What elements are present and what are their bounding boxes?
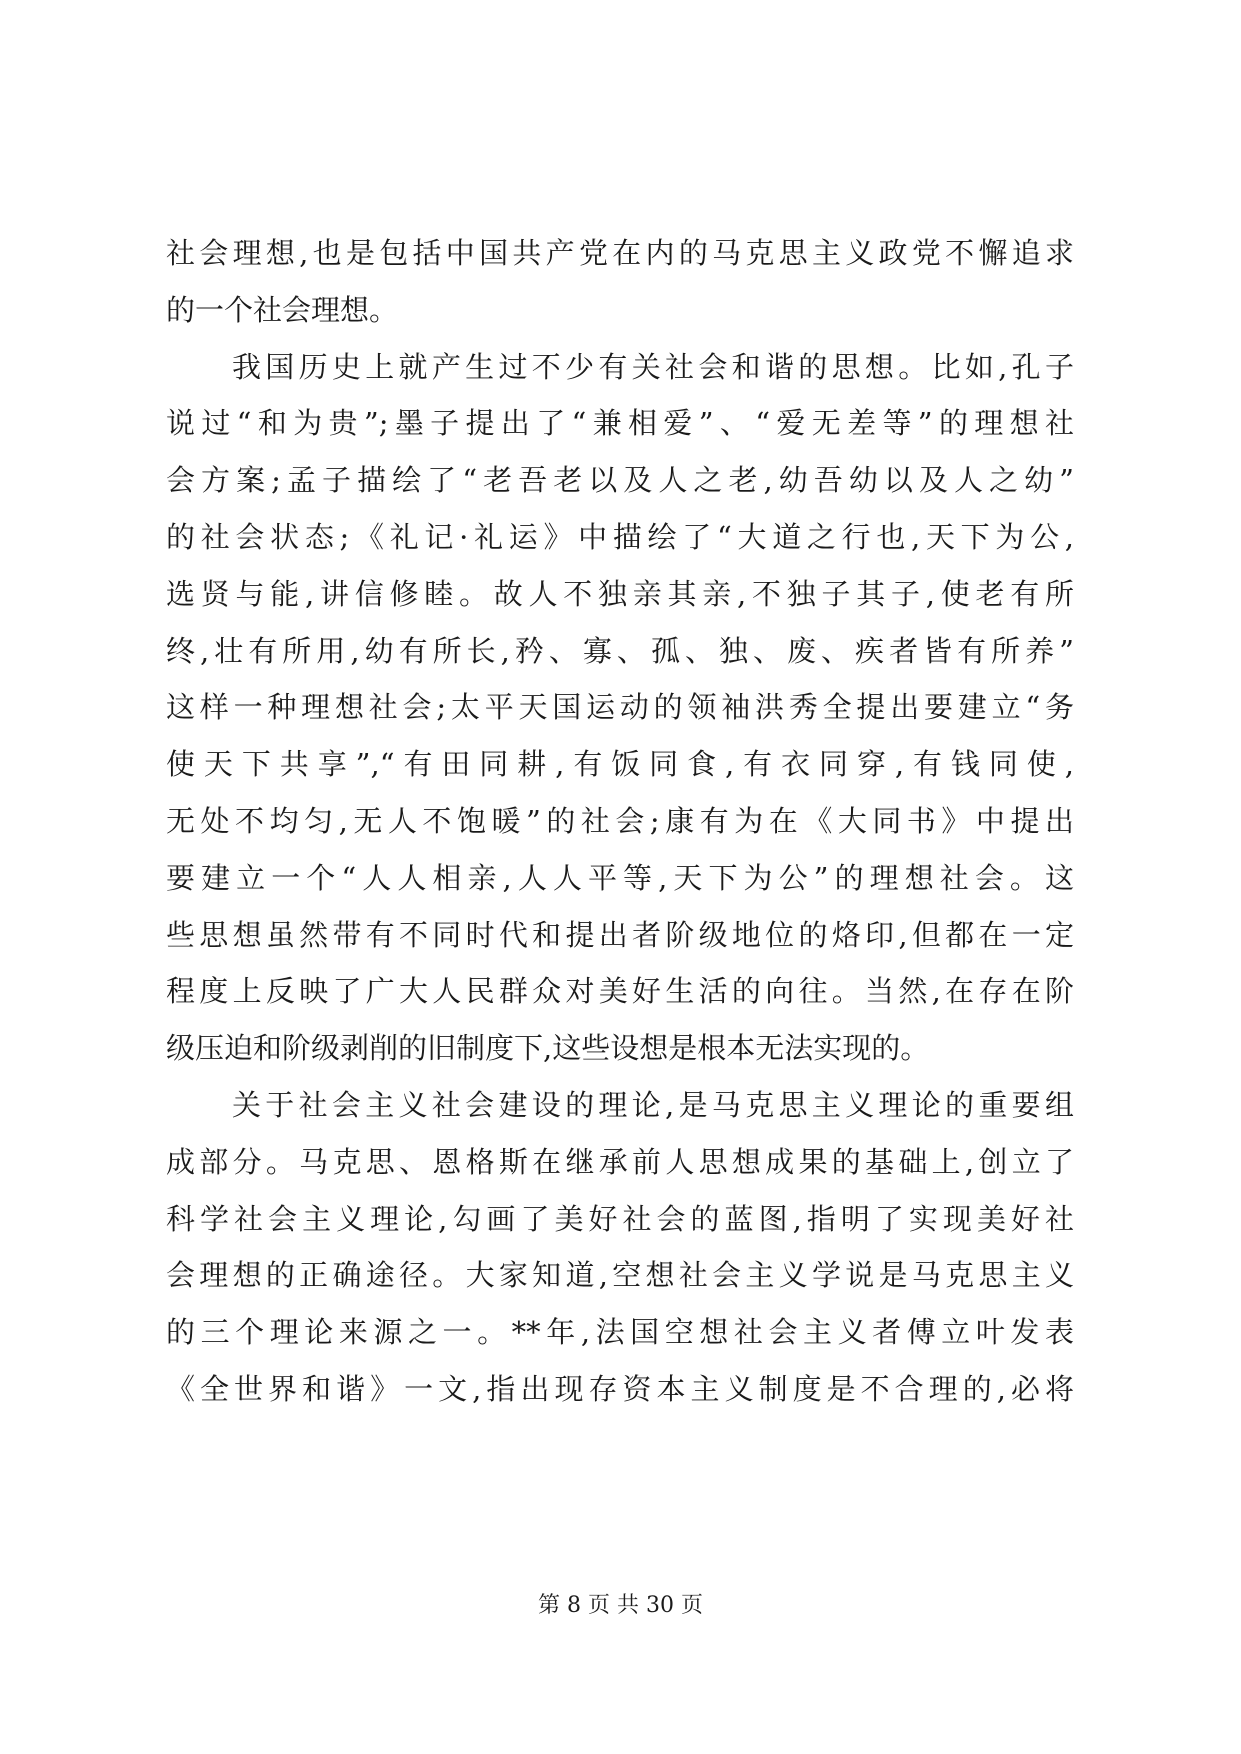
text-line: 使天下共享”,“有田同耕,有饭同食,有衣同穿,有钱同使, — [166, 747, 1074, 782]
page-number-footer: 第 8 页 共 30 页 — [538, 1593, 703, 1618]
text-line: 《全世界和谐》一文,指出现存资本主义制度是不合理的,必将 — [166, 1371, 1074, 1406]
text-line: 成部分。马克思、恩格斯在继承前人思想成果的基础上,创立了 — [166, 1144, 1074, 1179]
text-line: 些思想虽然带有不同时代和提出者阶级地位的烙印,但都在一定 — [166, 917, 1074, 952]
text-line: 会理想的正确途径。大家知道,空想社会主义学说是马克思主义 — [166, 1258, 1074, 1293]
text-line: 的一个社会理想。 — [166, 292, 399, 327]
text-line: 的社会状态;《礼记·礼运》中描绘了“大道之行也,天下为公, — [166, 519, 1074, 554]
text-line: 级压迫和阶级剥削的旧制度下,这些设想是根本无法实现的。 — [166, 1031, 930, 1066]
text-line: 这样一种理想社会;太平天国运动的领袖洪秀全提出要建立“务 — [166, 690, 1074, 725]
text-line: 会方案;孟子描绘了“老吾老以及人之老,幼吾幼以及人之幼” — [166, 463, 1074, 498]
body-text — [166, 225, 1074, 1418]
text-line: 终,壮有所用,幼有所长,矜、寡、孤、独、废、疾者皆有所养” — [166, 633, 1074, 668]
text-line-paragraph-start: 关于社会主义社会建设的理论,是马克思主义理论的重要组 — [232, 1087, 1074, 1122]
text-line: 无处不均匀,无人不饱暖”的社会;康有为在《大同书》中提出 — [166, 803, 1074, 838]
text-line: 说过“和为贵”;墨子提出了“兼相爱”、“爱无差等”的理想社 — [166, 406, 1074, 441]
text-line-paragraph-start: 我国历史上就产生过不少有关社会和谐的思想。比如,孔子 — [232, 349, 1074, 384]
text-line: 的三个理论来源之一。**年,法国空想社会主义者傅立叶发表 — [166, 1315, 1074, 1350]
text-line: 科学社会主义理论,勾画了美好社会的蓝图,指明了实现美好社 — [166, 1201, 1074, 1236]
text-line: 选贤与能,讲信修睦。故人不独亲其亲,不独子其子,使老有所 — [166, 576, 1074, 611]
text-line: 程度上反映了广大人民群众对美好生活的向往。当然,在存在阶 — [166, 974, 1074, 1009]
text-line: 要建立一个“人人相亲,人人平等,天下为公”的理想社会。这 — [166, 860, 1074, 895]
text-line: 社会理想,也是包括中国共产党在内的马克思主义政党不懈追求 — [166, 236, 1074, 270]
